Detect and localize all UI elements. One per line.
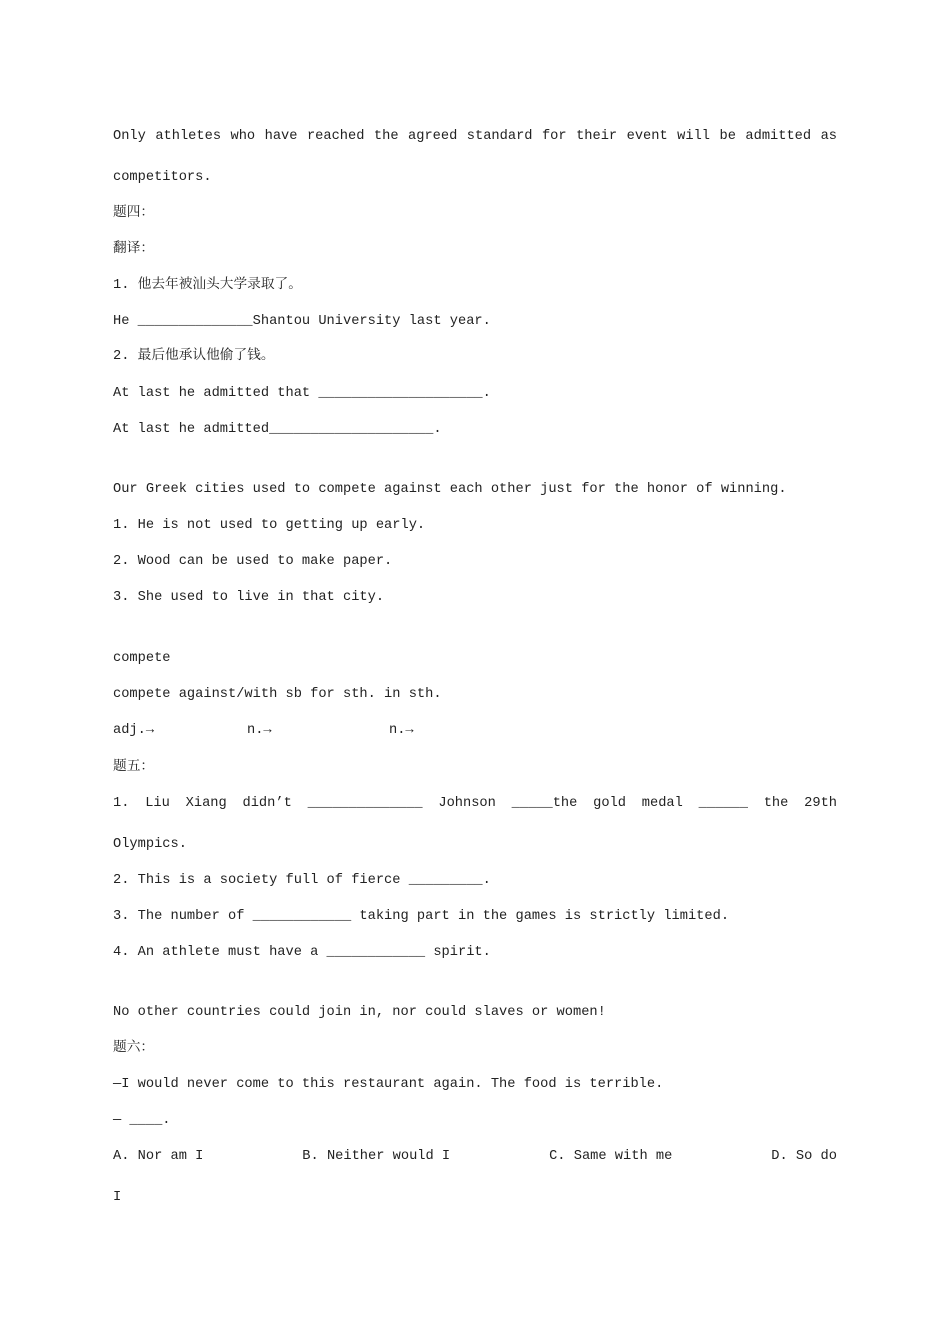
question-blank: 2. This is a society full of fierce _________. [113, 873, 491, 888]
question: 2. 最后他承认他偷了钱。 [113, 349, 275, 364]
question-blank: 4. An athlete must have a ____________ spirit. [113, 945, 491, 960]
example: 3. She used to live in that city. [113, 590, 385, 605]
question-blank: Olympics. [113, 837, 187, 852]
question-blank: He ______________Shantou University last year. [113, 314, 491, 329]
question-blank: At last he admitted that ____________________. [113, 386, 491, 401]
word-form-noun: n.→ [247, 723, 272, 738]
answer-options [113, 1148, 837, 1166]
question: 1. 他去年被汕头大学录取了。 [113, 278, 302, 293]
word-form-noun: n.→ [389, 723, 414, 738]
section-label: 翻译： [113, 242, 155, 257]
question-blank: At last he admitted____________________. [113, 422, 442, 437]
question-blank: 1. Liu Xiang didn’t ______________ Johnson _____the gold medal ______ the 29th [113, 796, 837, 811]
word: compete [113, 651, 171, 666]
option-d: D. So do [771, 1149, 837, 1164]
option-b: B. Neither would I [302, 1149, 451, 1164]
example: 1. He is not used to getting up early. [113, 518, 426, 533]
example: 2. Wood can be used to make paper. [113, 554, 393, 569]
question-blank: 3. The number of ____________ taking part in the games is strictly limited. [113, 909, 730, 924]
section-heading: 题五： [113, 760, 155, 775]
paragraph: Only athletes who have reached the agreed standard for their event will be admitted as [113, 129, 837, 144]
phrase: compete against/with sb for sth. in sth. [113, 687, 442, 702]
section-heading: 题四： [113, 206, 155, 221]
dialogue-line: —I would never come to this restaurant again. The food is terrible. [113, 1077, 664, 1092]
option-a: A. Nor am I [113, 1149, 204, 1164]
dialogue-line: — ____. [113, 1113, 171, 1128]
word-form-adj: adj.→ [113, 723, 155, 738]
paragraph: No other countries could join in, nor could slaves or women! [113, 1005, 606, 1020]
paragraph: competitors. [113, 170, 212, 185]
option-c: C. Same with me [549, 1149, 673, 1164]
option-d-continued: I [113, 1190, 122, 1205]
paragraph: Our Greek cities used to compete against each other just for the honor of winning. [113, 482, 787, 497]
section-heading: 题六： [113, 1041, 155, 1056]
